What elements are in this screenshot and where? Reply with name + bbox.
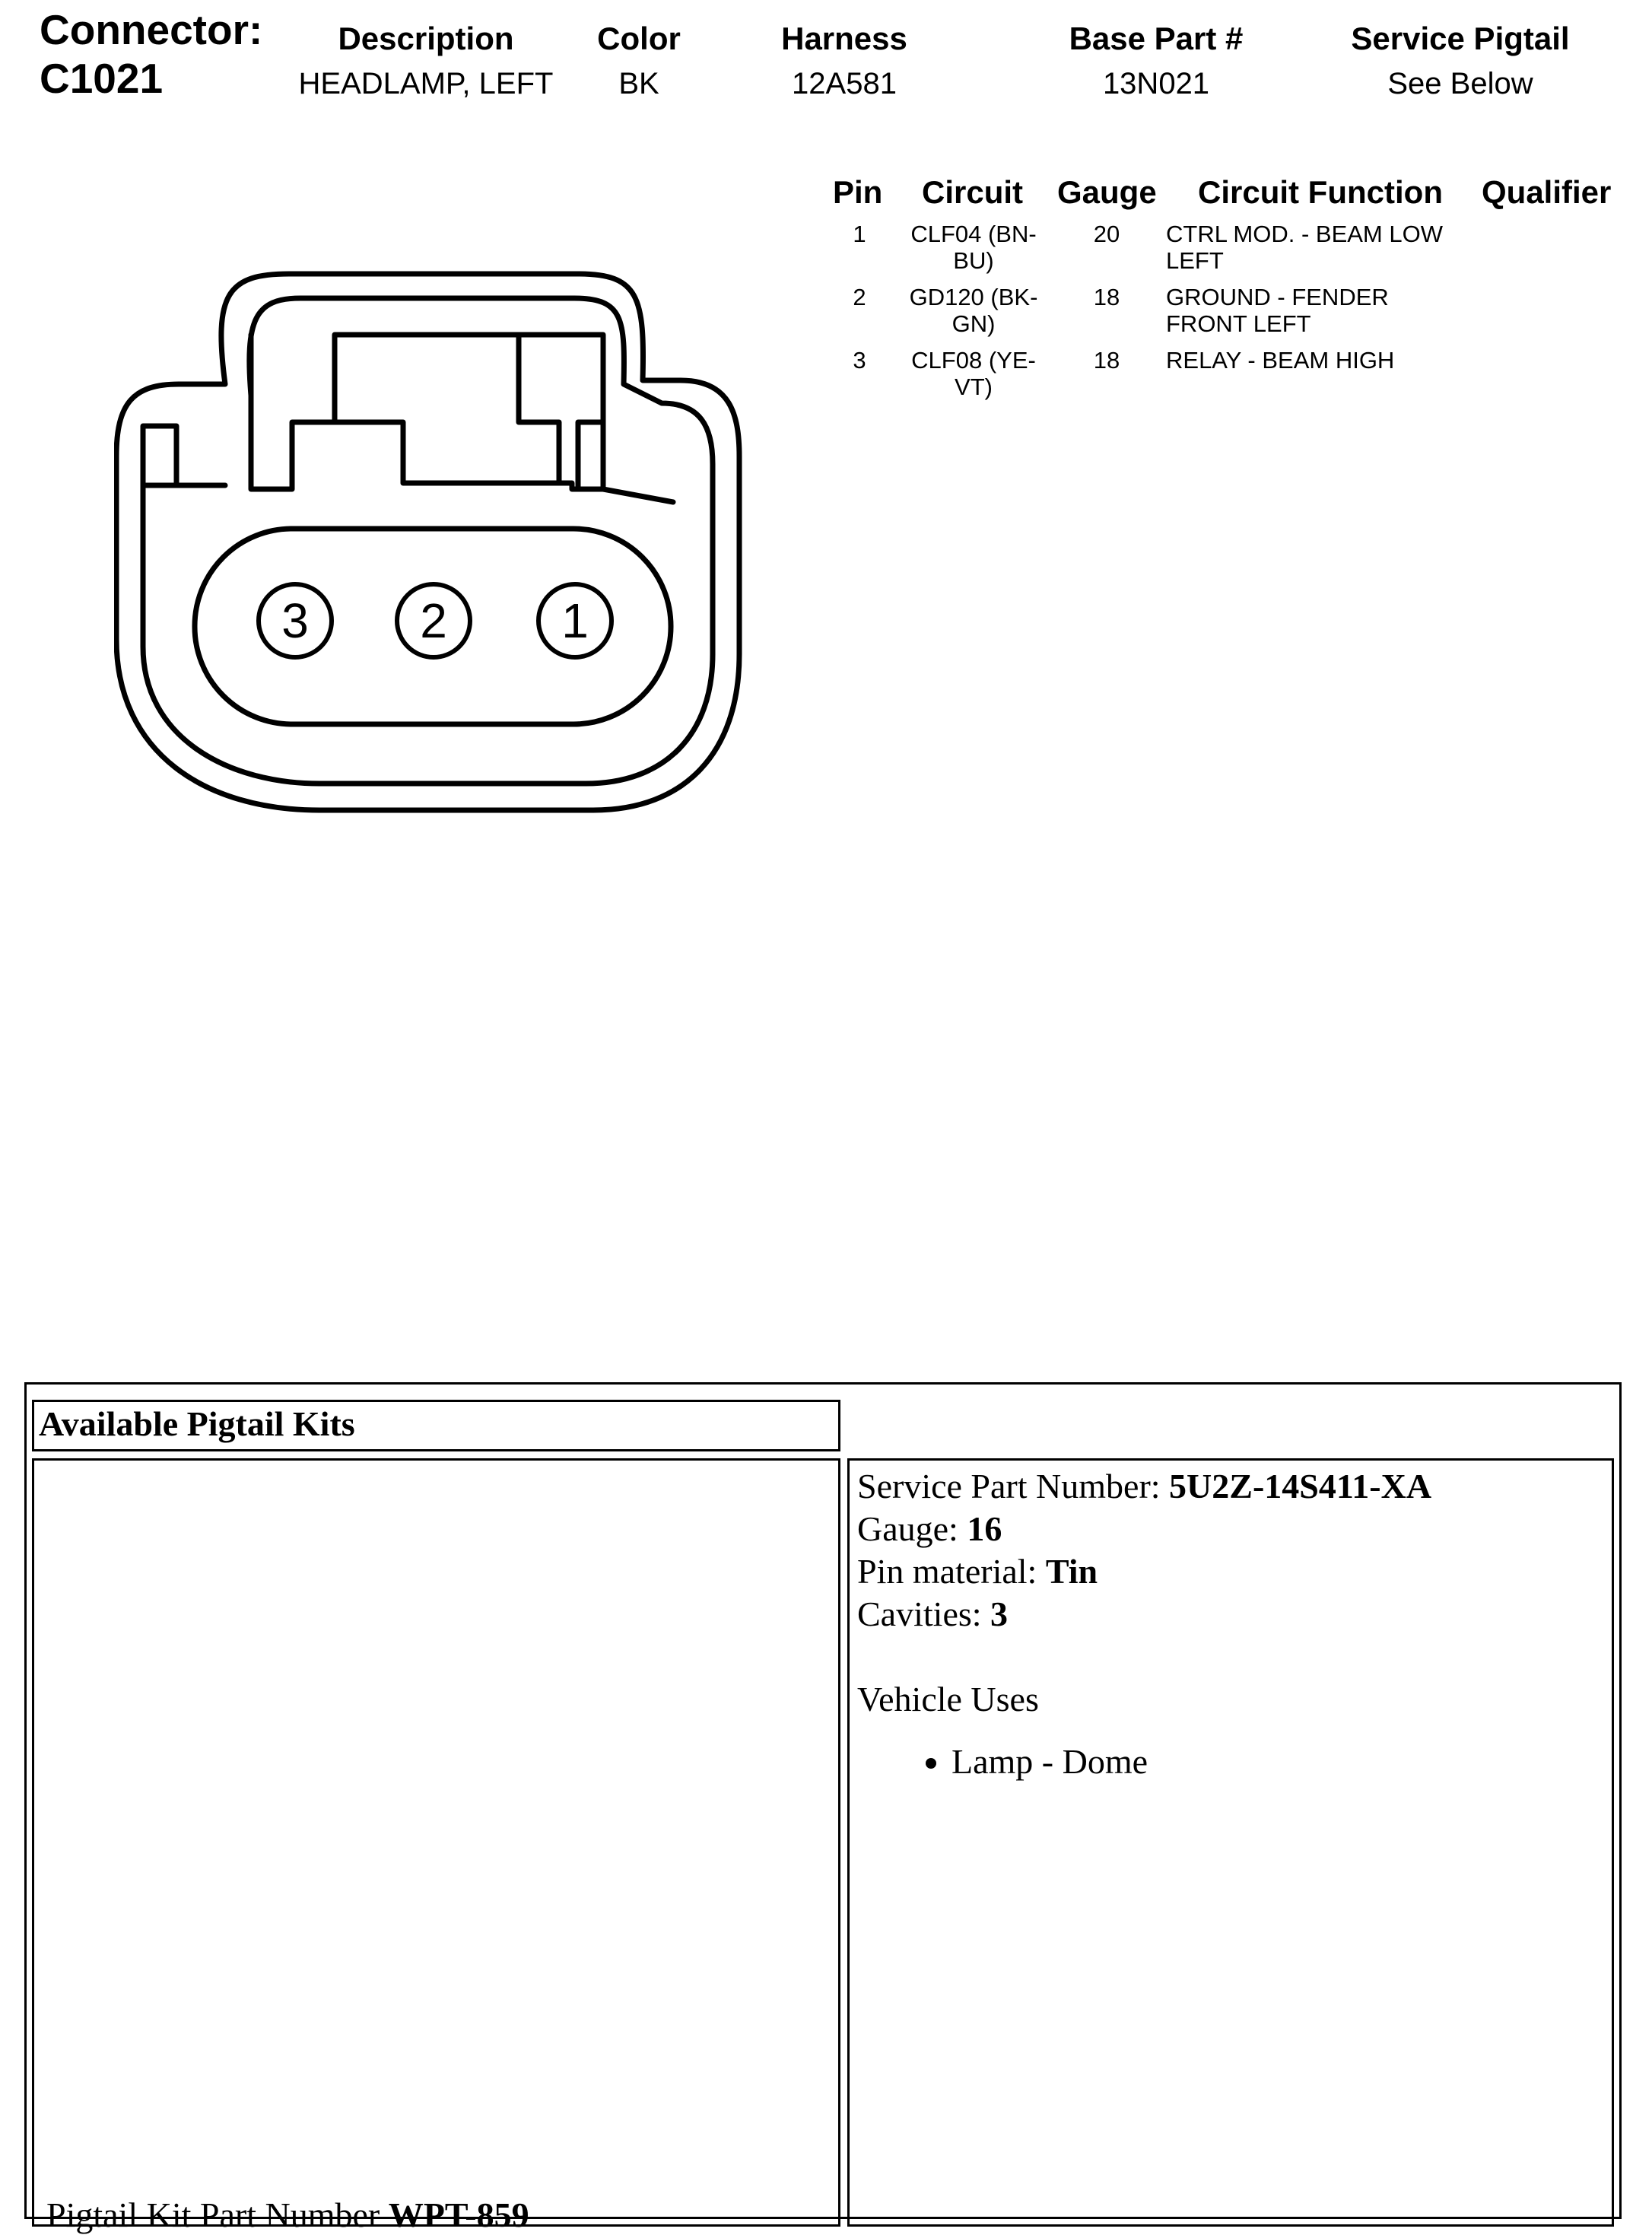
header-heading: Description — [338, 21, 514, 56]
header-heading: Base Part # — [1069, 21, 1244, 56]
header-value: BK — [618, 67, 659, 100]
gauge-label: Gauge: — [857, 1509, 967, 1548]
pin-function-line1: RELAY - BEAM HIGH — [1166, 347, 1395, 374]
pigtail-spec-cell — [847, 1458, 1614, 2227]
pin-material-label: Pin material: — [857, 1552, 1046, 1591]
pin-function — [1166, 221, 1485, 274]
header-heading: Color — [597, 21, 681, 56]
pigtail-title-cell — [32, 1400, 840, 1451]
pin-gauge: 20 — [1093, 221, 1120, 247]
pin-number: 1 — [853, 221, 866, 247]
pin-material-value: Tin — [1045, 1552, 1098, 1591]
pin-table-header-pin: Pin — [833, 174, 883, 210]
pin-circuit-line1: CLF04 (BN- — [910, 221, 1037, 247]
pin-circuit — [890, 221, 1057, 274]
pin-circuit-line2: VT) — [955, 374, 993, 400]
header-value: HEADLAMP, LEFT — [298, 67, 554, 100]
pin-circuit-line2: BU) — [953, 247, 994, 274]
pin-circuit-line2: GN) — [951, 310, 996, 337]
kit-part-value: WPT-859 — [388, 2195, 529, 2234]
pin-label-2: 2 — [420, 593, 447, 648]
service-part-label: Service Part Number: — [857, 1467, 1170, 1505]
pin-function-line1: CTRL MOD. - BEAM LOW — [1166, 221, 1443, 247]
pin-gauge: 18 — [1093, 347, 1120, 374]
pin-number: 3 — [853, 347, 866, 374]
latch-block — [251, 335, 603, 489]
cavities-value: 3 — [990, 1594, 1009, 1633]
pin-function-line2: LEFT — [1166, 247, 1224, 274]
cavities-label: Cavities: — [857, 1594, 991, 1633]
pigtail-image-cell — [32, 1458, 840, 2234]
gauge-line — [857, 1508, 1612, 1550]
pin-function — [1166, 284, 1485, 337]
connector-face-diagram — [114, 266, 753, 822]
service-part-value: 5U2Z-14S411-XA — [1169, 1467, 1432, 1505]
pin-function — [1166, 347, 1485, 374]
pin-number: 2 — [853, 284, 866, 310]
pin-function-line1: GROUND - FENDER — [1166, 284, 1389, 310]
pin-circuit-line1: CLF08 (YE- — [911, 347, 1036, 374]
pin-table-header-function: Circuit Function — [1198, 174, 1443, 210]
connector-id: C1021 — [40, 55, 164, 102]
pin-circuit — [890, 347, 1057, 400]
housing-outer-outline — [116, 274, 739, 810]
vehicle-uses-heading: Vehicle Uses — [857, 1680, 1039, 1718]
header-value: 12A581 — [792, 67, 897, 100]
pin-table-header-qualifier: Qualifier — [1482, 174, 1612, 210]
header-value: See Below — [1387, 67, 1533, 100]
service-part-line — [857, 1465, 1612, 1508]
pin-table-header-gauge: Gauge — [1057, 174, 1157, 210]
pin-gauge: 18 — [1093, 284, 1120, 310]
pigtail-title: Available Pigtail Kits — [39, 1404, 355, 1443]
pin-table-header-circuit: Circuit — [922, 174, 1024, 210]
header-value: 13N021 — [1102, 67, 1210, 100]
list-item: • Lamp - Dome — [951, 1741, 1612, 1783]
pin-material-line — [857, 1550, 1612, 1593]
pin-function-line2: FRONT LEFT — [1166, 310, 1311, 337]
kit-part-label: Pigtail Kit Part Number — [46, 2195, 389, 2234]
latch-ramp — [603, 489, 673, 502]
pigtail-kit-part-number — [46, 2195, 529, 2235]
header-heading: Harness — [781, 21, 907, 56]
pin-circuit-line1: GD120 (BK- — [909, 284, 1038, 310]
pin-label-1: 1 — [561, 593, 589, 648]
gauge-value: 16 — [967, 1509, 1002, 1548]
pin-label-3: 3 — [281, 593, 309, 648]
connector-label: Connector: — [40, 6, 263, 53]
pin-circuit — [890, 284, 1057, 337]
pigtail-table — [24, 1382, 1622, 2234]
vehicle-uses-list — [857, 1741, 1612, 1783]
cavities-line — [857, 1593, 1612, 1636]
header-heading: Service Pigtail — [1351, 21, 1570, 56]
